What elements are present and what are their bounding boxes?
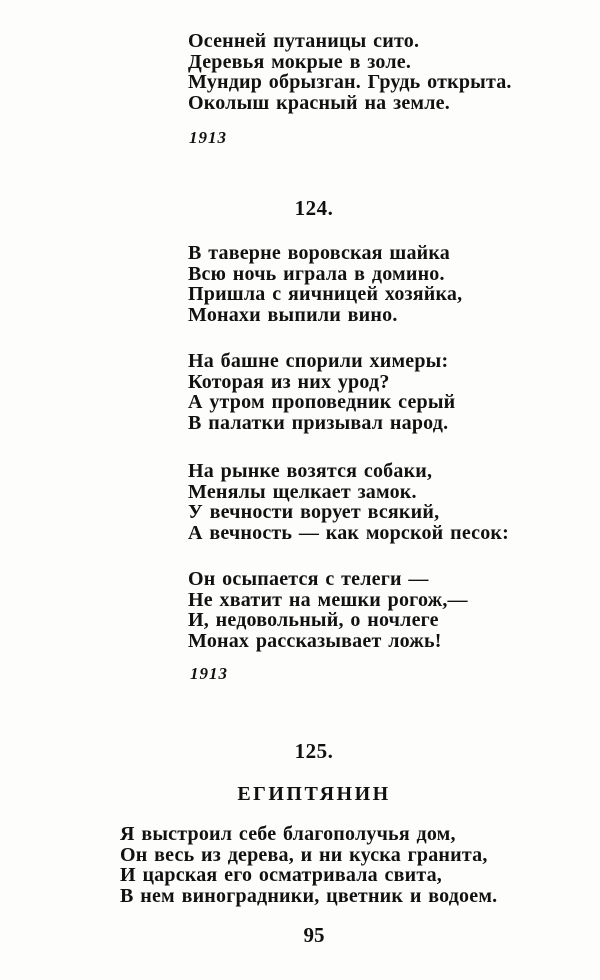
poem-line: Которая из них урод? bbox=[188, 370, 390, 393]
poem-line: Монахи выпили вино. bbox=[188, 303, 398, 326]
poem-125-stanza-1 bbox=[120, 824, 497, 906]
poem-line: В палатки призывал народ. bbox=[188, 411, 449, 434]
poem-125-title: ЕГИПТЯНИН bbox=[237, 783, 391, 805]
poem-line: Мундир обрызган. Грудь открыта. bbox=[188, 71, 512, 94]
poem-line: В нем виноградники, цветник и водоем. bbox=[120, 884, 498, 907]
poem-line: На башне спорили химеры: bbox=[188, 350, 449, 372]
poem-date: 1913 bbox=[190, 664, 228, 683]
poem-line: Пришла с яичницей хозяйка, bbox=[188, 283, 463, 306]
poem-line: На рынке возятся собаки, bbox=[188, 460, 433, 482]
poem-124-stanza-1 bbox=[188, 243, 462, 325]
poem-124-stanza-4 bbox=[188, 569, 468, 651]
poem-line: Осенней путаницы сито. bbox=[188, 30, 420, 52]
poem-line: Деревья мокрые в золе. bbox=[188, 50, 412, 73]
poem-line: Он весь из дерева, и ни куска гранита, bbox=[120, 843, 488, 866]
poem-line: И, недовольный, о ночлеге bbox=[188, 609, 439, 632]
poem-line: Менялы щелкает замок. bbox=[188, 480, 417, 503]
poem-125-number: 125. bbox=[294, 739, 334, 763]
poem-124-stanza-3 bbox=[188, 461, 509, 543]
poem-date: 1913 bbox=[189, 128, 227, 147]
poem-line: Я выстроил себе благополучья дом, bbox=[120, 823, 456, 845]
poem-124-stanza-2 bbox=[188, 351, 455, 433]
poem-line: Монах рассказывает ложь! bbox=[188, 629, 442, 652]
poem-line: Всю ночь играла в домино. bbox=[188, 262, 445, 285]
poem-line: А утром проповедник серый bbox=[188, 391, 456, 414]
poem-line: Он осыпается с телеги — bbox=[188, 568, 429, 590]
poem-line: В таверне воровская шайка bbox=[188, 242, 450, 264]
poem-line: У вечности ворует всякий, bbox=[188, 501, 440, 524]
page-number: 95 bbox=[303, 923, 325, 947]
poem-line: И царская его осматривала свита, bbox=[120, 864, 443, 887]
poem-line: Околыш красный на земле. bbox=[188, 91, 450, 114]
poem-line: Не хватит на мешки рогож,— bbox=[188, 588, 468, 611]
poem-line: А вечность — как морской песок: bbox=[188, 521, 509, 544]
poem-124-number: 124. bbox=[294, 196, 334, 220]
previous-poem-ending bbox=[188, 31, 512, 113]
